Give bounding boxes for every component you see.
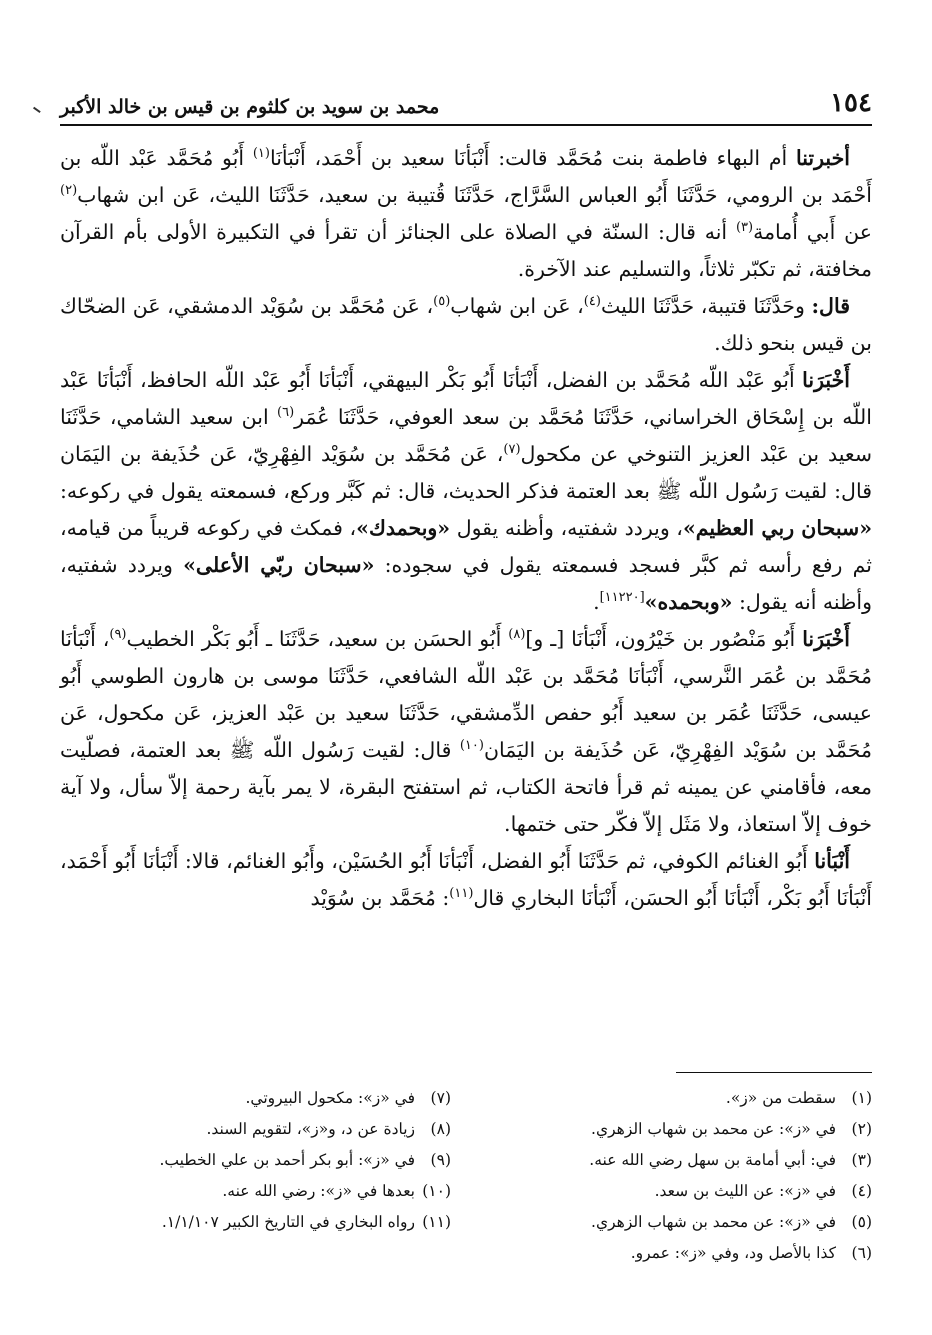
footnote-ref[interactable]: (١١): [449, 886, 474, 902]
footnote-text: في «ز»: أبو بكر أحمد بن علي الخطيب.: [159, 1151, 415, 1169]
footnote-text: رواه البخاري في التاريخ الكبير ١/١/١٠٧.: [161, 1213, 415, 1231]
text-run: أنه قال: السنّة في الصلاة على الجنائز أن تقرأ في التكبيرة الأولى بأم القرآن مخافتة، ثم تكبّر ثلاثاً، والتسليم عند الآخرة.: [60, 220, 872, 281]
paragraph-1: [60, 140, 872, 288]
quoted-phrase: «وبحمده»: [644, 590, 733, 614]
footnotes-column-left: [60, 1083, 451, 1269]
footnote-item: [481, 1114, 872, 1145]
text-run: أَبُو مُحَمَّد عَبْد اللّه بن أَحْمَد بن الرومي، حَدَّثَنَا أَبُو العباس السَّرَّاج، حَدَّثَنَا قُتيبة بن سعيد، حَدَّثَنَا الليث، عَن ابن شهاب: [60, 146, 872, 207]
footnote-rule: [676, 1072, 872, 1073]
footnote-number: (٨): [430, 1120, 451, 1138]
footnote-ref[interactable]: (٤): [583, 294, 601, 310]
footnote-item: [60, 1176, 451, 1207]
footnote-item: [481, 1145, 872, 1176]
text-run: ، عَن مُحَمَّد بن سُوَيْد الدمشقي، عَن الضحّاك بن قيس بنحو ذلك.: [60, 294, 872, 355]
footnote-text: في «ز»: عن محمد بن شهاب الزهري.: [591, 1213, 836, 1231]
footnote-item: [481, 1083, 872, 1114]
footnote-ref[interactable]: (١): [252, 146, 270, 162]
footnote-item: [481, 1207, 872, 1238]
footnote-number: (٤): [851, 1182, 872, 1200]
running-title: محمد بن سويد بن كلثوم بن قيس بن خالد الأكبر: [60, 96, 440, 118]
footnote-item: [60, 1114, 451, 1145]
text-run: .: [593, 590, 600, 614]
paragraph-3: [60, 362, 872, 621]
text-run: وحَدَّثَنَا قتيبة، حَدَّثَنَا الليث: [600, 294, 812, 318]
text-run: أَبُو الغنائم الكوفي، ثم حَدَّثَنَا أَبُو الفضل، أَنْبَأنَا أَبُو الحُسَيْن، وأَبُو الغنائم، قالا: أَنْبَأنَا أَبُو أَحْمَد، أَنْبَأنَا أَبُو بَكْر، أَنْبَأنَا أَبُو الحسَن، أَنْبَأنَا البخاري قال: [60, 849, 872, 910]
text-run: : مُحَمَّد بن سُوَيْد: [310, 886, 450, 910]
footnote-item: [481, 1176, 872, 1207]
text-run: قال: لقيت رَسُول اللّه ﷺ بعد العتمة، فصلّيت معه، فأقامني عن يمينه ثم قرأ فاتحة الكتاب، ثم استفتح البقرة، لا يمر بآية رحمة إلاّ سأل، ولا آية خوف إلاّ استعاذ، ولا مَثَل إلاّ فكّر حتى ختمها.: [60, 738, 872, 836]
footnote-number: (٩): [430, 1151, 451, 1169]
footnotes-column-right: [481, 1083, 872, 1269]
hadith-number: [١١٢٢٠]: [599, 590, 645, 606]
footnote-number: (٣): [851, 1151, 872, 1169]
footnote-ref[interactable]: (٦): [277, 405, 295, 421]
paragraph-5: [60, 843, 872, 917]
paragraph-2: [60, 288, 872, 362]
footnote-number: (١٠): [422, 1182, 451, 1200]
footnote-item: [60, 1145, 451, 1176]
text-run: أَبُو مَنْصُور بن خَيْرُون، أَنْبَأنَا [ـ و]: [525, 627, 803, 651]
text-run: ، ويردد شفتيه، وأظنه يقول: [450, 516, 683, 540]
paragraph-4: [60, 621, 872, 843]
quoted-phrase: «سبحان ربي العظيم»: [682, 516, 873, 540]
paragraph-lead: قال:: [811, 294, 850, 318]
text-run: ويردد شفتيه، وأظنه أنه يقول:: [60, 553, 872, 614]
main-text: [60, 140, 872, 917]
footnote-ref[interactable]: (٧): [503, 442, 521, 458]
footnote-text: في: أبي أمامة بن سهل رضي الله عنه.: [589, 1151, 836, 1169]
footnote-text: في «ز»: عن الليث بن سعد.: [654, 1182, 836, 1200]
text-run: ، أَنْبَأنَا مُحَمَّد بن عُمَر النَّرسي، أَنْبَأنَا مُحَمَّد بن عَبْد اللّه الشافعي، حَدَّثَنَا موسى بن هارون الطوسي أَبُو عيسى، حَدَّثَنَا عُمَر بن سعيد أَبُو حفص الدِّمشقي، حَدَّثَنَا سعيد بن عَبْد العزيز، عَن مكحول، عَن مُحَمَّد بن سُوَيْد الفِهْرِيّ، عَن حُذَيفة بن اليَمَان: [60, 627, 872, 762]
text-run: ، عَن ابن شهاب: [450, 294, 584, 318]
quoted-phrase: «وبحمدك»: [356, 516, 451, 540]
header-rule: [60, 124, 872, 126]
footnote-ref[interactable]: (٨): [508, 627, 526, 643]
footnote-number: (١١): [422, 1213, 451, 1231]
footnote-ref[interactable]: (١٠): [459, 738, 484, 754]
footnote-ref[interactable]: (٣): [735, 220, 754, 236]
page-header: [60, 70, 872, 118]
paragraph-lead: أَنْبَأنا: [814, 849, 850, 873]
text-run: ، فمكث في ركوعه قريباً من قيامه، ثم رفع رأسه ثم كبَّر فسجد فسمعته يقول في سجوده:: [60, 516, 873, 577]
text-run: عن أَبي أُمامة: [753, 220, 872, 244]
footnote-item: [481, 1238, 872, 1269]
page-number: ١٥٤: [830, 88, 872, 118]
paragraph-lead: أخبرتنا: [795, 146, 850, 170]
footnote-text: زيادة عن د، و«ز»، لتقويم السند.: [206, 1120, 415, 1138]
paragraph-lead: أَخْبَرَنا: [802, 627, 851, 651]
footnote-item: [60, 1207, 451, 1238]
scan-mark: [27, 107, 40, 121]
paragraph-lead: أَخْبَرَنا: [802, 368, 850, 392]
footnote-text: بعدها في «ز»: رضي الله عنه.: [222, 1182, 415, 1200]
footnote-ref[interactable]: (٢): [60, 183, 78, 199]
text-run: أَبُو عَبْد اللّه مُحَمَّد بن الفضل، أَنْبَأنَا أَبُو بَكْر البيهقي، أَنْبَأنَا أَبُو عَبْد اللّه الحافظ، أَنْبَأنَا عَبْد اللّه بن إِسْحَاق الخراساني، حَدَّثَنَا مُحَمَّد بن سعد العوفي، حَدَّثَنَا عُمَر: [60, 368, 872, 429]
footnote-item: [60, 1083, 451, 1114]
footnote-number: (٦): [851, 1244, 872, 1262]
footnote-ref[interactable]: (٩): [109, 627, 127, 643]
footnote-number: (٥): [851, 1213, 872, 1231]
text-run: ابن سعيد الشامي، حَدَّثَنَا سعيد بن عَبْد العزيز التنوخي عن مكحول: [60, 405, 873, 466]
footnote-text: سقطت من «ز».: [725, 1089, 836, 1107]
text-run: ، عَن مُحَمَّد بن سُوَيْد الفِهْرِيّ، عَن حُذَيفة بن اليَمَان قال: لقيت رَسُول اللّه ﷺ بعد العتمة فذكر الحديث، قال: ثم كَبَّر وركع، فسمعته يقول في ركوعه:: [60, 442, 872, 503]
footnote-text: في «ز»: عن محمد بن شهاب الزهري.: [591, 1120, 836, 1138]
footnote-number: (٧): [430, 1089, 451, 1107]
footnote-ref[interactable]: (٥): [433, 294, 451, 310]
footnote-text: في «ز»: مكحول البيروتي.: [245, 1089, 415, 1107]
footnote-number: (١): [851, 1089, 872, 1107]
footnotes: [60, 1083, 872, 1269]
text-run: أَبُو الحسَن بن سعيد، حَدَّثَنَا ـ أَبُو بَكْر الخطيب: [126, 627, 509, 651]
text-run: أم البهاء فاطمة بنت مُحَمَّد قالت: أَنْبَأنَا سعيد بن أَحْمَد، أَنْبَأنَا: [269, 146, 796, 170]
quoted-phrase: «سبحان ربّي الأعلى»: [183, 553, 375, 577]
footnote-number: (٢): [851, 1120, 872, 1138]
footnote-text: كذا بالأصل ود، وفي «ز»: عمرو.: [630, 1244, 836, 1262]
